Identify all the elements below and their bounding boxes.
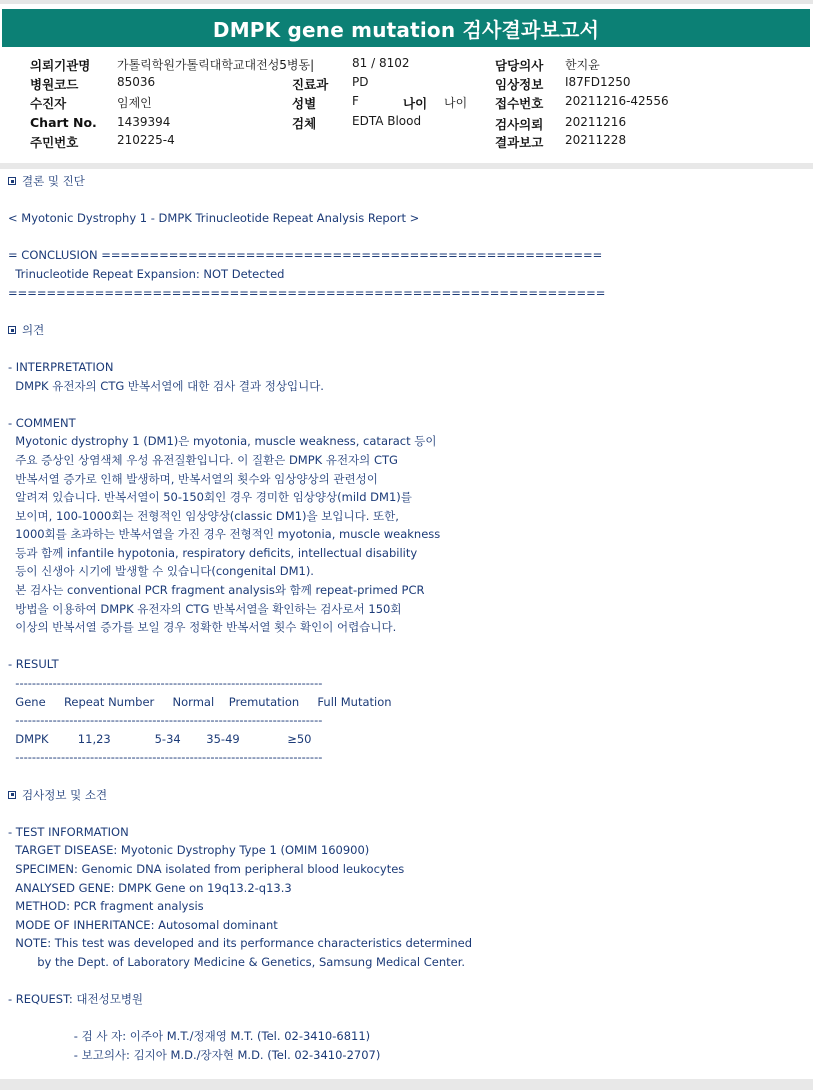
result-heading: - RESULT (8, 657, 59, 672)
interpretation-heading: - INTERPRETATION (8, 359, 114, 374)
interpretation-text: DMPK 유전자의 CTG 반복서열에 대한 검사 결과 정상입니다. (8, 378, 324, 393)
request-date-value: 20211216 (565, 115, 627, 129)
section-box-icon (8, 791, 16, 799)
result-table-header: Gene Repeat Number Normal Premutation Full Mutation (8, 694, 392, 709)
report-date-label: 결과보고 (495, 135, 544, 150)
result-rule: -------------------------------------------------------------------------- (8, 750, 323, 765)
sex-value: F (352, 94, 359, 108)
section-title: 검사정보 및 소견 (22, 787, 108, 802)
specimen-value: EDTA Blood (352, 114, 422, 128)
conclusion-header: = CONCLUSION ==================================================== (8, 248, 603, 263)
chart-no-label: Chart No. (30, 115, 97, 130)
test-info-line: METHOD: PCR fragment analysis (8, 899, 204, 914)
comment-line: 보이며, 100-1000회는 전형적인 임상양상(classic DM1)을 보입니다. 또한, (8, 508, 399, 523)
test-info-line: SPECIMEN: Genomic DNA isolated from peripheral blood leukocytes (8, 861, 405, 876)
department-label: 진료과 (292, 77, 329, 92)
comment-line: 본 검사는 conventional PCR fragment analysis와 함께 repeat-primed PCR (8, 583, 425, 598)
patient-value: 임제인 (117, 96, 152, 110)
hospital-code-value: 85036 (117, 75, 156, 89)
section-title: 결론 및 진단 (22, 174, 85, 188)
comment-heading: - COMMENT (8, 415, 76, 430)
chart-no-value: 1439394 (117, 115, 171, 129)
hospital-code-label: 병원코드 (30, 77, 79, 92)
top-border (0, 0, 813, 4)
comment-line: 방법을 이용하여 DMPK 유전자의 CTG 반복서열을 확인하는 검사로서 150회 (8, 601, 402, 616)
section-conclusion-heading (8, 172, 808, 191)
comment-line: 등과 함께 infantile hypotonia, respiratory deficits, intellectual disability (8, 545, 418, 560)
report-date-value: 20211228 (565, 133, 627, 147)
sex-label: 성별 (292, 96, 317, 111)
comment-line: 주요 증상인 상염색체 우성 유전질환입니다. 이 질환은 DMPK 유전자의 CTG (8, 452, 398, 467)
test-info-line: MODE OF INHERITANCE: Autosomal dominant (8, 917, 278, 932)
result-rule: -------------------------------------------------------------------------- (8, 713, 323, 728)
clinical-info-label: 임상정보 (495, 77, 544, 92)
section-opinion-heading (8, 321, 808, 340)
receipt-no-label: 접수번호 (495, 96, 544, 111)
department-value: PD (352, 75, 369, 89)
receipt-no-value: 20211216-42556 (565, 94, 669, 108)
patient-label: 수진자 (30, 96, 67, 111)
request-line: - REQUEST: 대전성모병원 (8, 992, 144, 1007)
section-title: 의견 (22, 322, 45, 337)
comment-line: Myotonic dystrophy 1 (DM1)은 myotonia, muscle weakness, cataract 등이 (8, 434, 437, 449)
institution-value: 가톨릭학원가톨릭대학교대전성5병동| (117, 58, 315, 72)
ward-value: 81 / 8102 (352, 56, 410, 70)
comment-line: 1000회를 초과하는 반복서열을 가진 경우 전형적인 myotonia, muscle weakness (8, 527, 441, 542)
report-title: DMPK gene mutation 검사결과보고서 (212, 17, 600, 42)
conclusion-text: Trinucleotide Repeat Expansion: NOT Detected (8, 266, 285, 281)
section-testinfo-heading (8, 786, 808, 805)
age-value: 나이 (444, 96, 468, 110)
result-table-row: DMPK 11,23 5-34 35-49 ≥50 (8, 731, 312, 746)
result-rule: -------------------------------------------------------------------------- (8, 676, 323, 691)
test-info-line: by the Dept. of Laboratory Medicine & Genetics, Samsung Medical Center. (8, 954, 466, 969)
specimen-label: 검체 (292, 116, 317, 131)
header-divider (0, 163, 813, 169)
bottom-border (0, 1079, 813, 1090)
report-body (8, 172, 808, 1065)
test-info-line: TARGET DISEASE: Myotonic Dystrophy Type 1 (OMIM 160900) (8, 843, 370, 858)
conclusion-end-rule: ============================================================== (8, 285, 606, 300)
request-date-label: 검사의뢰 (495, 117, 544, 132)
section-box-icon (8, 326, 16, 334)
clinical-info-value: I87FD1250 (565, 75, 631, 89)
age-label: 나이 (403, 96, 428, 111)
comment-line: 이상의 반복서열 증가를 보일 경우 정확한 반복서열 횟수 확인이 어렵습니다. (8, 620, 397, 635)
report-title-line: < Myotonic Dystrophy 1 - DMPK Trinucleotide Repeat Analysis Report > (8, 211, 420, 226)
institution-label: 의뢰기관명 (30, 58, 91, 73)
comment-line: 알려져 있습니다. 반복서열이 50-150회인 경우 경미한 임상양상(mild DM1)를 (8, 490, 412, 505)
report-title-bar (2, 9, 810, 47)
reporter-line: - 보고의사: 김지아 M.D./장자현 M.D. (Tel. 02-3410-2707) (8, 1047, 381, 1062)
test-info-heading: - TEST INFORMATION (8, 824, 129, 839)
comment-line: 등이 신생아 시기에 발생할 수 있습니다(congenital DM1). (8, 564, 314, 579)
doctor-value: 한지윤 (565, 58, 600, 72)
comment-line: 반복서열 증가로 인해 발생하며, 반복서열의 횟수와 임상양상의 관련성이 (8, 471, 378, 486)
resident-no-label: 주민번호 (30, 135, 79, 150)
tester-line: - 검 사 자: 이주아 M.T./정재영 M.T. (Tel. 02-3410-6811) (8, 1029, 371, 1044)
resident-no-value: 210225-4 (117, 133, 175, 147)
section-box-icon (8, 177, 16, 185)
test-info-line: NOTE: This test was developed and its performance characteristics determined (8, 936, 473, 951)
test-info-line: ANALYSED GENE: DMPK Gene on 19q13.2-q13.3 (8, 880, 292, 895)
doctor-label: 담당의사 (495, 58, 544, 73)
